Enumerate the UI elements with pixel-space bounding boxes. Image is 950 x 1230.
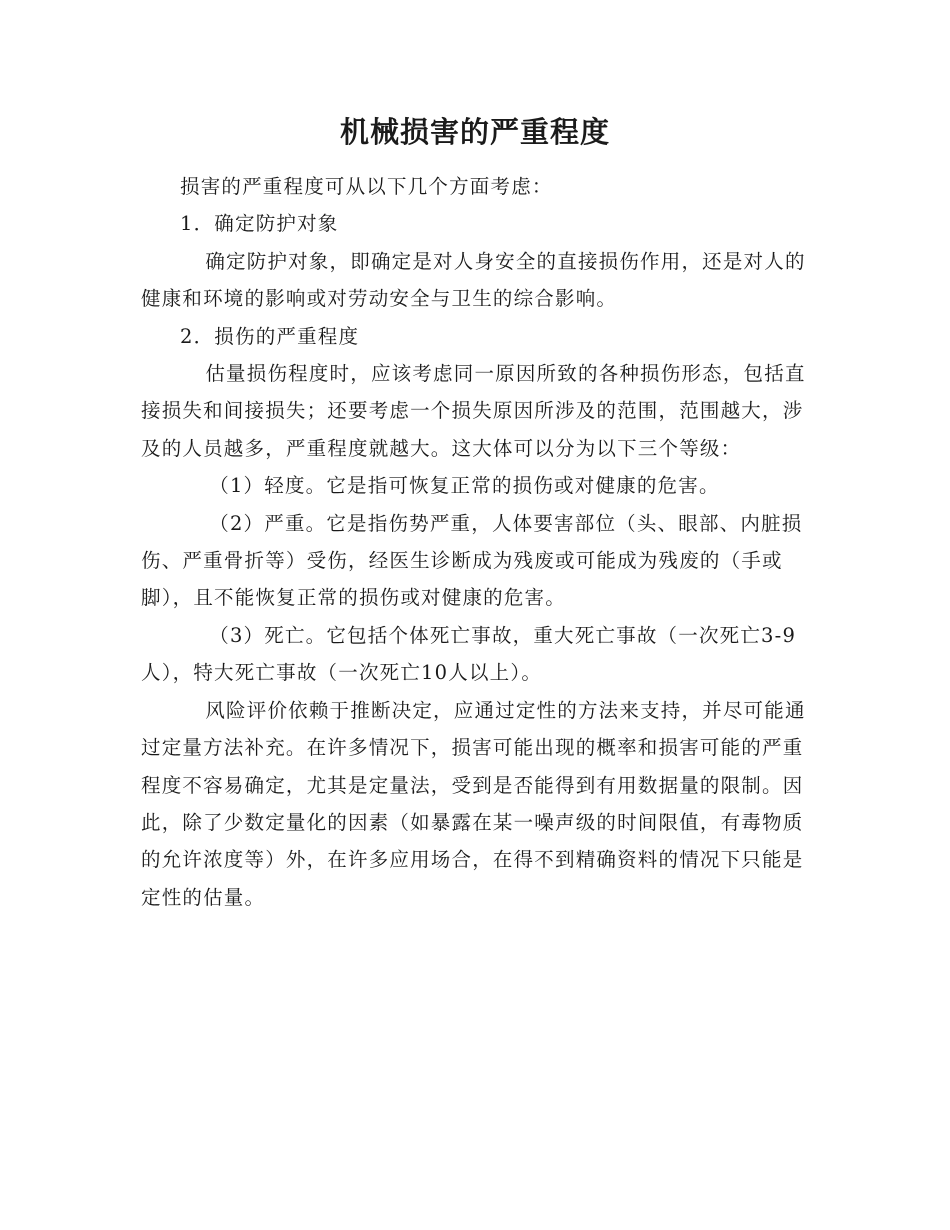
intro-paragraph: 损害的严重程度可从以下几个方面考虑： xyxy=(180,175,553,198)
level-item-1: （1）轻度。它是指可恢复正常的损伤或对健康的危害。 xyxy=(209,474,720,498)
section-heading-1: 1．确定防护对象 xyxy=(180,212,339,236)
document-body xyxy=(141,168,809,916)
page-title: 机械损害的严重程度 xyxy=(339,115,610,149)
section-text-1: 确定防护对象，即确定是对人身安全的直接损伤作用，还是对人的健康和环境的影响或对劳动安全与卫生的综合影响。 xyxy=(141,249,806,311)
section-text-2: 估量损伤程度时，应该考虑同一原因所致的各种损伤形态，包括直接损失和间接损失；还要考虑一个损失原因所涉及的范围，范围越大，涉及的人员越多，严重程度就越大。这大体可以分为以下三个等级： xyxy=(141,362,806,460)
closing-paragraph: 风险评价依赖于推断决定，应通过定性的方法来支持，并尽可能通过定量方法补充。在许多情况下，损害可能出现的概率和损害可能的严重程度不容易确定，尤其是定量法，受到是否能得到有用数据量的限制。因此，除了少数定量化的因素（如暴露在某一噪声级的时间限值，有毒物质的允许浓度等）外，在许多应用场合，在得不到精确资料的情况下只能是定性的估量。 xyxy=(141,698,806,909)
section-heading-2: 2．损伤的严重程度 xyxy=(180,324,360,348)
level-item-2: （2）严重。它是指伤势严重，人体要害部位（头、眼部、内脏损伤、严重骨折等）受伤，经医生诊断成为残废或可能成为残废的（手或脚），且不能恢复正常的损伤或对健康的危害。 xyxy=(141,511,803,610)
level-item-3: （3）死亡。它包括个体死亡事故，重大死亡事故（一次死亡3-9人），特大死亡事故（一次死亡10人以上）。 xyxy=(141,623,797,685)
